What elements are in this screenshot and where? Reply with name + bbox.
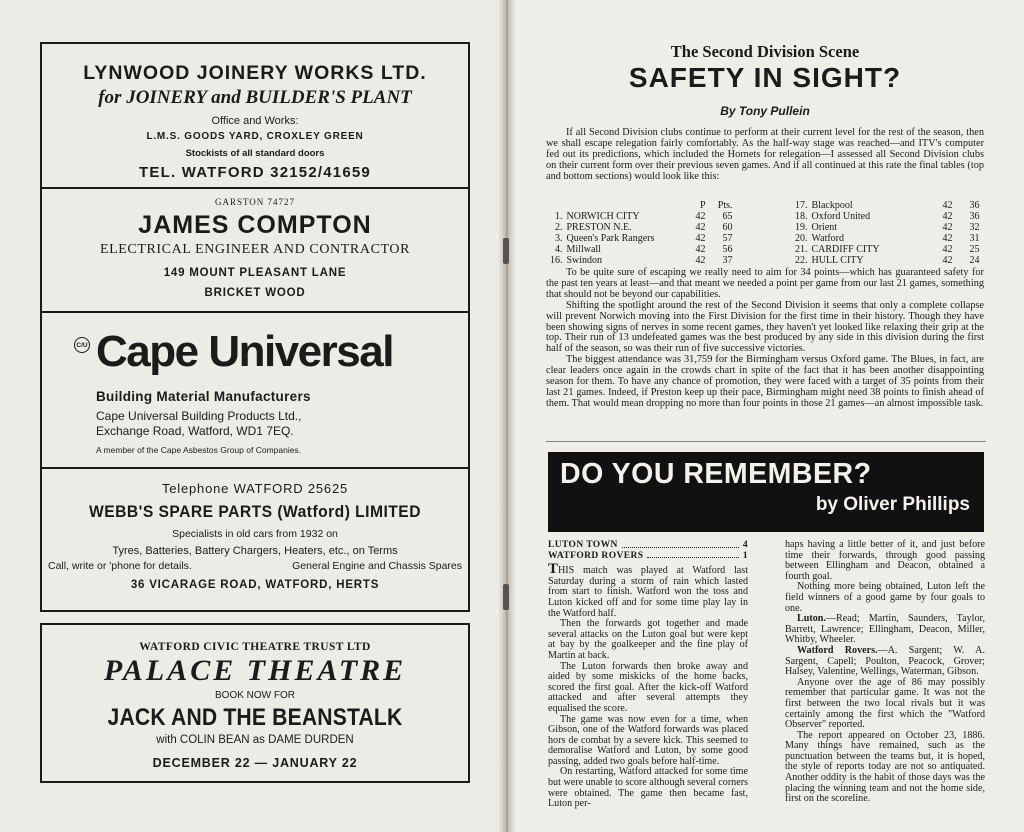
cape-company bbox=[96, 409, 311, 439]
result-row bbox=[548, 551, 748, 562]
webbs-address: 36 VICARAGE ROAD, WATFORD, HERTS bbox=[130, 579, 380, 591]
palace-name: PALACE THEATRE bbox=[103, 654, 407, 687]
table-row: 2. PRESTON N.E. 42 60 bbox=[555, 222, 733, 233]
lynwood-name: LYNWOOD JOINERY WORKS LTD. bbox=[83, 62, 427, 84]
cape-name: Cape Universal bbox=[96, 327, 393, 376]
article-paragraph: To be quite sure of escaping we really need to aim for 34 points—which has guaranteed safety for the past ten years at least—and that meant we needed a point per game from our last 21 games, something that should not be beyond our capabilities. bbox=[546, 267, 984, 300]
article-paragraph: Shifting the spotlight around the rest of the Second Division it seems that only a complete collapse will prevent Norwich moving into the First Division for the first time in their history. Though they have been showing signs of nerves in some recent games, they haven't yet looked like relaxing their grip at the top. Their run of 13 undefeated games was the best produced by any side in this division during the first half of the season, so was their run of five successive victories. bbox=[546, 299, 984, 355]
webbs-tel: Telephone WATFORD 25625 bbox=[161, 481, 349, 496]
compton-address-line2: BRICKET WOOD bbox=[204, 287, 306, 299]
lynwood-ad bbox=[42, 44, 468, 189]
table-row: 21. CARDIFF CITY 42 25 bbox=[795, 244, 980, 255]
remember-paragraph: Then the forwards got together and made several attacks on the Luton goal but were kept at bay by the goalkeeper and the fine play of Martin at back. bbox=[548, 618, 748, 661]
article-byline: By Tony Pullein bbox=[720, 104, 810, 118]
remember-paragraph: The Luton forwards then broke away and aided by some miskicks of the home backs, scored the first goal. After the kick-off Watford attacked and after several attempts they equalised the score. bbox=[548, 660, 748, 714]
cape-header bbox=[74, 327, 393, 377]
lynwood-address: L.M.S. GOODS YARD, CROXLEY GREEN bbox=[146, 131, 364, 142]
remember-paragraph: haps having a little better of it, and just before time their forwards, through good passing between Ellingham and Deacon, obtained a fourth goal. bbox=[785, 539, 985, 582]
table-row: 20. Watford 42 31 bbox=[795, 233, 980, 244]
table-header-row bbox=[550, 200, 733, 211]
ads-block bbox=[40, 42, 470, 612]
result-team: WATFORD ROVERS bbox=[548, 550, 644, 561]
table-row: 17. Blackpool 42 36 bbox=[795, 200, 980, 211]
remember-paragraph: On restarting, Watford attacked for some time but were unable to score although several corners were obtained. The game then became fast, Luton per- bbox=[548, 766, 748, 810]
remember-paragraph: Anyone over the age of 86 may possibly remember that particular game. It was not the first between the two local rivals but it was certainly among the first which the "Watford Observer" reported. bbox=[785, 676, 985, 731]
remember-paragraph: The report appeared on October 23, 1886. Many things have remained, such as the punctuation between the teams but, it is hoped, the style of reports today are not so antiquated. Another oddity is the habit of those days was the placing the winning team and not the home side, first on the scoreline. bbox=[785, 729, 985, 805]
table-row: 22. HULL CITY 42 24 bbox=[795, 255, 980, 266]
table-row: 3. Queen's Park Rangers 42 57 bbox=[555, 233, 733, 244]
staple bbox=[503, 584, 509, 610]
remember-paragraph: The game was now even for a time, when Gibson, one of the Watford forwards was placed hors de combat by a severe kick. This seemed to demoralise Watford and Luton, by some good passing, added two goals before half-time. bbox=[548, 713, 748, 767]
remember-paragraph: THIS match was played at Watford last Saturday during a storm of rain which lasted from start to finish. Watford won the toss and Luton kicked off and for some time play lay in the Watford half. bbox=[548, 561, 748, 619]
result-score: 1 bbox=[742, 550, 748, 561]
compton-role: ELECTRICAL ENGINEER AND CONTRACTOR bbox=[99, 242, 411, 257]
cape-ad bbox=[42, 313, 468, 469]
header-pts: Pts. bbox=[717, 200, 733, 211]
palace-show: JACK AND THE BEANSTALK bbox=[107, 704, 403, 731]
remember-banner bbox=[548, 452, 984, 532]
webbs-name: WEBB'S SPARE PARTS (Watford) LIMITED bbox=[89, 502, 421, 521]
result-score: 4 bbox=[742, 540, 748, 550]
section-divider bbox=[546, 441, 986, 442]
palace-ad bbox=[40, 623, 470, 783]
league-table-bottom bbox=[795, 200, 980, 266]
compton-name: JAMES COMPTON bbox=[138, 211, 372, 239]
webbs-details-row bbox=[42, 560, 468, 572]
article-title: SAFETY IN SIGHT? bbox=[628, 62, 902, 93]
table-row: 19. Orient 42 32 bbox=[795, 222, 980, 233]
webbs-call: Call, write or 'phone for details. bbox=[48, 560, 192, 572]
lynwood-stockists: Stockists of all standard doors bbox=[185, 148, 325, 159]
remember-byline: by Oliver Phillips bbox=[815, 494, 970, 515]
team-lineup: Watford Rovers.—A. Sargent; W. A. Sargent, Capell; Poulton, Peacock, Grover; Halsey, Valentine, Wellings, Waterman, Gibson. bbox=[785, 644, 985, 678]
league-table-top bbox=[550, 200, 733, 266]
dropcap: T bbox=[548, 561, 559, 578]
article-paragraph: If all Second Division clubs continue to perform at their current level for the rest of the season, then we shall escape relegation fairly comfortably. As the half-way stage was reached—and ITV's computer fed out its predictions, which included the Hornets for relegation—I assessed all Second Division clubs on their current form over their previous seven games. And if all continued at this rate the final tables (top and bottom sections) would look like this: bbox=[546, 127, 984, 182]
cape-logo-icon: C/U bbox=[74, 337, 90, 353]
webbs-specialists: Specialists in old cars from 1932 on bbox=[172, 528, 338, 540]
lynwood-tel: TEL. WATFORD 32152/41659 bbox=[139, 164, 371, 181]
webbs-products: Tyres, Batteries, Battery Chargers, Heaters, etc., on Terms bbox=[112, 545, 398, 557]
header-p: P bbox=[699, 200, 706, 211]
cape-body bbox=[96, 389, 311, 455]
cape-member: A member of the Cape Asbestos Group of Companies. bbox=[96, 445, 302, 455]
compton-address-line1: 149 MOUNT PLEASANT LANE bbox=[163, 267, 347, 279]
remember-title: DO YOU REMEMBER? bbox=[560, 458, 872, 490]
palace-trust: WATFORD CIVIC THEATRE TRUST LTD bbox=[139, 641, 371, 653]
article-intro bbox=[546, 128, 984, 183]
palace-dates: DECEMBER 22 — JANUARY 22 bbox=[152, 756, 358, 770]
cape-tagline: Building Material Manufacturers bbox=[96, 389, 311, 404]
lynwood-subtitle: for JOINERY and BUILDER'S PLANT bbox=[98, 87, 412, 108]
palace-cast: with COLIN BEAN as DAME DURDEN bbox=[156, 734, 354, 746]
remember-paragraph: Nothing more being obtained, Luton left the field winners of a good game by four goals to one. bbox=[785, 581, 985, 614]
webbs-ad bbox=[42, 469, 468, 610]
table-row: 18. Oxford United 42 36 bbox=[795, 211, 980, 222]
remember-column-left bbox=[548, 540, 748, 810]
spine-gutter bbox=[498, 0, 516, 832]
leader-dots bbox=[647, 551, 738, 559]
leader-dots bbox=[622, 540, 739, 548]
compton-tel: GARSTON 74727 bbox=[214, 197, 296, 207]
table-row: 4. Millwall 42 56 bbox=[555, 244, 733, 255]
result-team: LUTON TOWN bbox=[548, 540, 618, 550]
article-kicker: The Second Division Scene bbox=[670, 42, 860, 61]
staple bbox=[503, 238, 509, 264]
lynwood-office: Office and Works: bbox=[211, 115, 299, 127]
table-row: 16. Swindon 42 37 bbox=[550, 255, 733, 266]
compton-ad bbox=[42, 189, 468, 313]
cape-company-line1: Cape Universal Building Products Ltd., bbox=[96, 409, 302, 423]
webbs-spares: General Engine and Chassis Spares bbox=[292, 560, 462, 572]
table-row: 1. NORWICH CITY 42 65 bbox=[555, 211, 733, 222]
article-body bbox=[546, 268, 984, 410]
palace-book-now: BOOK NOW FOR bbox=[215, 690, 295, 701]
team-lineup: Luton.—Read; Martin, Saunders, Taylor, Barrett, Lawrence; Ellingham, Deacon, Miller, Whitby, Wheeler. bbox=[785, 613, 985, 646]
result-row bbox=[548, 540, 748, 551]
remember-column-right bbox=[785, 540, 985, 805]
cape-company-line2: Exchange Road, Watford, WD1 7EQ. bbox=[96, 424, 294, 438]
article-paragraph: The biggest attendance was 31,759 for the Birmingham versus Oxford game. The Blues, in fact, are clear leaders once again in the crowds chart in spite of the fact that it has been another disappointing season for them. To have any chance of promotion, they were faced with a target of 35 points from their last 21 games. Indeed, if Preston keep up their pace, Birmingham might need 38 points to finish ahead of them. That would mean dropping no more than four points in those 21 games—an almost impossible task. bbox=[546, 354, 984, 409]
